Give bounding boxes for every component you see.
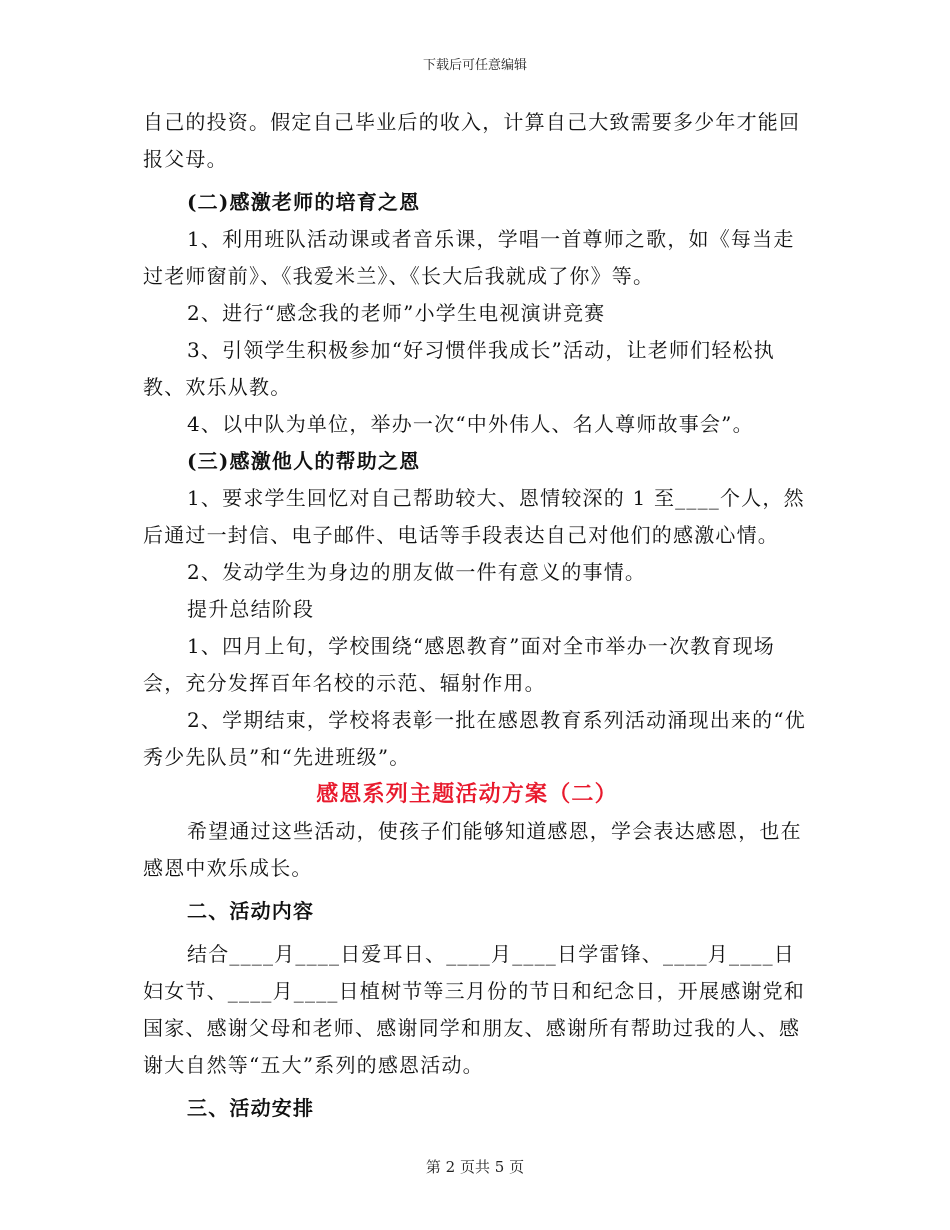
section-heading: (二)感激老师的培育之恩 <box>187 190 421 214</box>
section-heading: (三)感激他人的帮助之恩 <box>187 449 421 473</box>
page-footer: 第 2 页共 5 页 <box>425 1158 525 1176</box>
document-body <box>143 104 811 1127</box>
paragraph: 1、要求学生回忆对自己帮助较大、恩情较深的 1 至____个人，然后通过一封信、电子邮件、电话等手段表达自己对他们的感激心情。 <box>143 486 805 547</box>
paragraph: 2、学期结束，学校将表彰一批在感恩教育系列活动涌现出来的“优秀少先队员”和“先进班级”。 <box>143 708 806 769</box>
paragraph: 提升总结阶段 <box>187 597 315 621</box>
paragraph: 希望通过这些活动，使孩子们能够知道感恩，学会表达感恩，也在感恩中欢乐成长。 <box>143 819 802 880</box>
paragraph: 结合____月____日爱耳日、____月____日学雷锋、____月____日妇女节、____月____日植树节等三月份的节日和纪念日，开展感谢党和国家、感谢父母和老师、感谢同学和朋友、感谢所有帮助过我的人、感谢大自然等“五大”系列的感恩活动。 <box>143 942 805 1077</box>
paragraph: 1、四月上旬，学校围绕“感恩教育”面对全市举办一次教育现场会，充分发挥百年名校的示范、辐射作用。 <box>143 634 775 695</box>
page-header: 下载后可任意编辑 <box>422 58 527 73</box>
document-title: 感恩系列主题活动方案（二） <box>316 781 618 807</box>
paragraph: 3、引领学生积极参加“好习惯伴我成长”活动，让老师们轻松执教、欢乐从教。 <box>143 338 775 399</box>
paragraph: 4、以中队为单位，举办一次“中外伟人、名人尊师故事会”。 <box>187 412 754 436</box>
section-heading: 二、活动内容 <box>187 899 315 923</box>
paragraph: 自己的投资。假定自己毕业后的收入，计算自己大致需要多少年才能回报父母。 <box>143 110 801 171</box>
paragraph: 1、利用班队活动课或者音乐课，学唱一首尊师之歌，如《每当走过老师窗前》、《我爱米兰》、《长大后我就成了你》等。 <box>143 227 795 288</box>
section-heading: 三、活动安排 <box>187 1096 315 1120</box>
paragraph: 2、进行“感念我的老师”小学生电视演讲竞赛 <box>187 301 606 325</box>
paragraph: 2、发动学生为身边的朋友做一件有意义的事情。 <box>187 560 647 584</box>
